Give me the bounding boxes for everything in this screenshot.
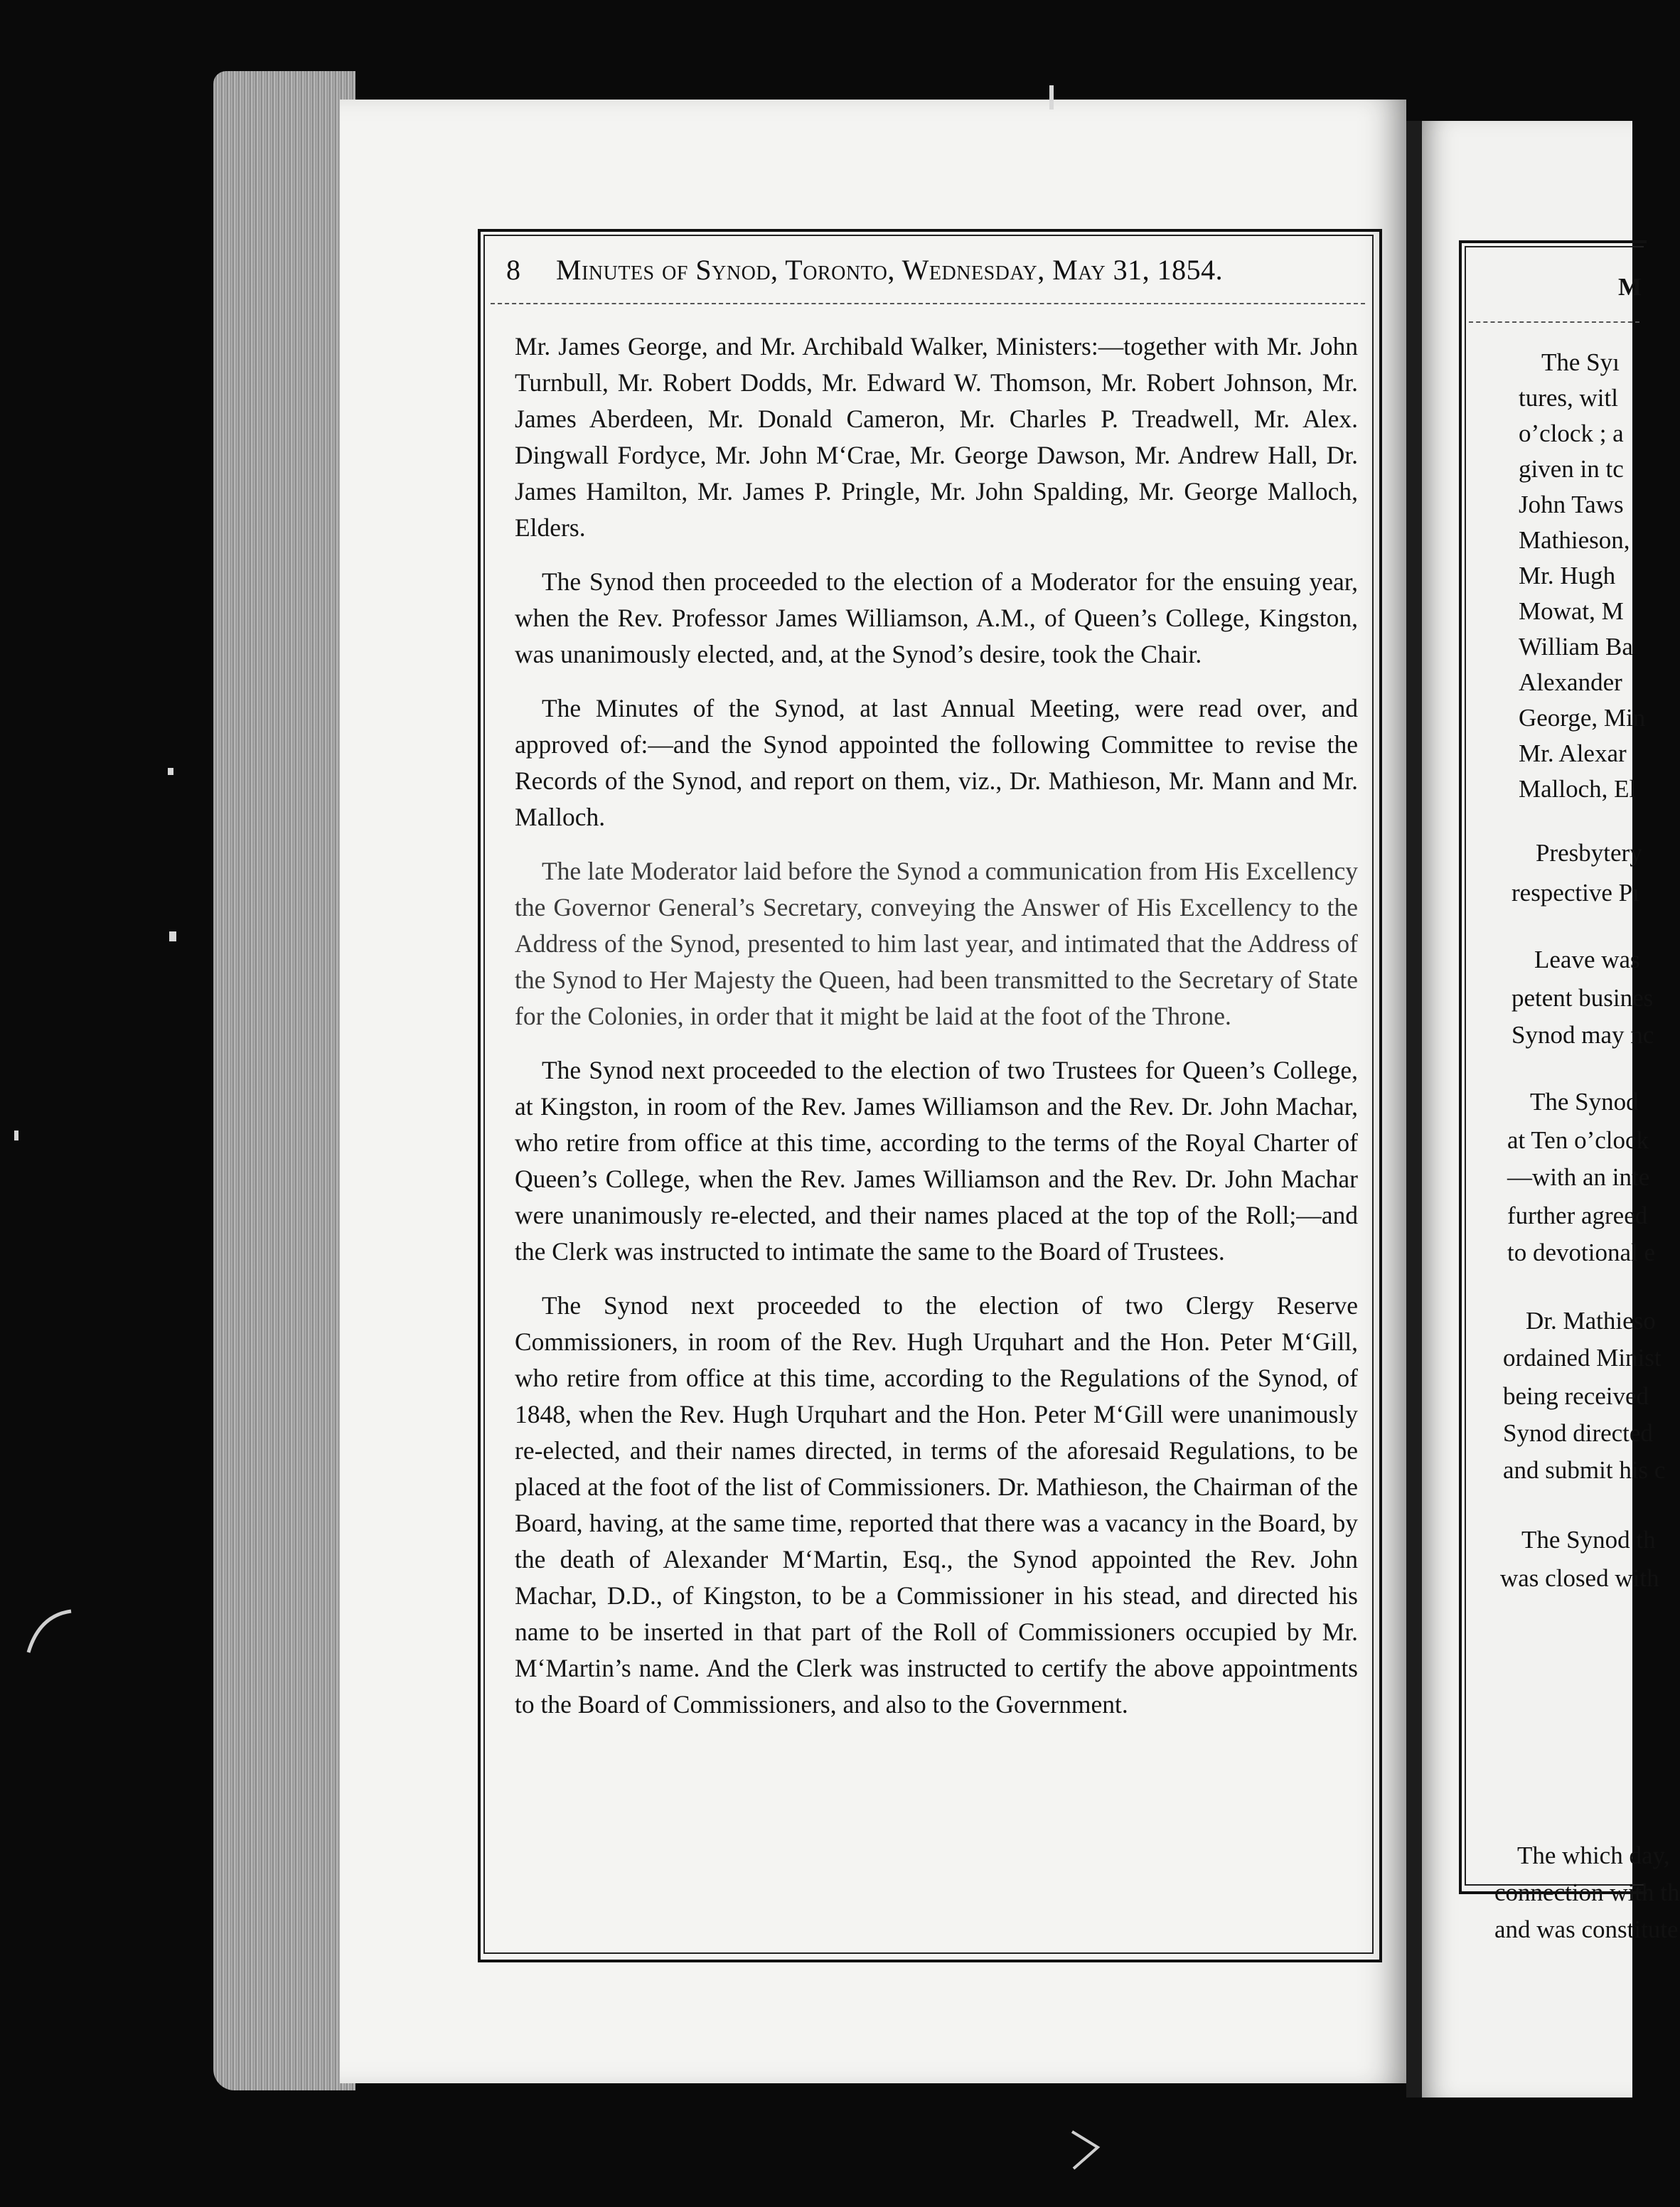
right-line: William Ba (1519, 633, 1633, 661)
page-body (515, 328, 1358, 1741)
right-running-head: M (1618, 273, 1642, 301)
right-line: respective Pı (1512, 879, 1639, 907)
right-line: being received (1503, 1382, 1649, 1410)
page-number: 8 (506, 254, 520, 286)
scan-scratch (1066, 2126, 1109, 2176)
right-line: o’clock ; a (1519, 420, 1624, 447)
paragraph-clergy-reserve-commissioners: The Synod next proceeded to the election of two Clergy Reserve Commissioners, in room of the Rev. Hugh Urquhart and the Hon. Peter M‘Gill, who retire from office at this time, according to the Regulations of the Synod, of 1848, when the Rev. Hugh Urquhart and the Hon. Peter M‘Gill were unanimously re-elected, and their names directed, in terms of the aforesaid Regulations, to be placed at the foot of the list of Commissioners. Dr. Mathieson, the Chairman of the Board, having, at the same time, reported that there was a vacancy in the Board, by the death of Alexander M‘Martin, Esq., the Synod appointed the Rev. John Machar, D.D., of Kingston, to be a Commissioner in his stead, and directed his name to be inserted in that part of the Roll of Commissioners occupied by Mr. M‘Martin’s name. And the Clerk was instructed to certify the above appointments to the Board of Commissioners, and also to the Government. (515, 1291, 1358, 1719)
scan-speck (14, 1131, 18, 1140)
right-line: and submit his c (1503, 1456, 1666, 1484)
right-line: given in tc (1519, 455, 1624, 483)
right-line: Dr. Mathieso (1526, 1307, 1656, 1335)
right-line: Presbytery (1536, 839, 1642, 867)
right-line: The Synod (1530, 1088, 1639, 1116)
right-line: Leave was (1534, 946, 1640, 973)
paragraph-moderator-election: The Synod then proceeded to the election of a Moderator for the ensuing year, when the Rev. Professor James Williamson, A.M., of Queen’s College, Kingston, was unanimously elected, and, at the Synod’s desire, took the Chair. (515, 567, 1358, 668)
right-line: The which day, (1517, 1842, 1670, 1869)
right-line: —with an inte (1507, 1163, 1650, 1191)
right-line: at Ten o’clock (1507, 1126, 1649, 1154)
right-line: Alexander (1519, 668, 1622, 696)
running-head (506, 253, 1359, 287)
paragraph-governor-communication: The late Moderator laid before the Synod a communication from His Excellency the Governor General’s Secretary, conveying the Answer of His Excellency to the Address of the Synod, presented to him last year, and intimated that the Address of the Synod to Her Majesty the Queen, had been transmitted to the Secretary of State for the Colonies, in order that it might be laid at the foot of the Throne. (515, 857, 1358, 1030)
right-line: Mowat, M (1519, 597, 1624, 625)
right-line: John Taws (1519, 491, 1624, 518)
right-line: Mathieson, (1519, 526, 1630, 554)
right-line: connection with th (1494, 1879, 1680, 1906)
right-line: Synod directed (1503, 1419, 1653, 1447)
right-line: George, Min (1519, 704, 1646, 732)
right-line: The Syı (1541, 348, 1620, 376)
right-line: petent busines (1512, 984, 1654, 1012)
right-line: Malloch, El (1519, 775, 1637, 803)
book-page-edges (213, 71, 355, 2090)
right-line: to devotional e (1507, 1239, 1656, 1266)
right-line: Mr. Alexar (1519, 739, 1627, 767)
scan-speck (168, 768, 173, 775)
right-page-text (1472, 0, 1680, 2207)
right-line: Synod may nc (1512, 1021, 1654, 1049)
paragraph-elders-list: Mr. James George, and Mr. Archibald Walker, Ministers:—together with Mr. John Turnbull, Mr. Robert Dodds, Mr. Edward W. Thomson, Mr. Robert Johnson, Mr. James Aberdeen, Mr. Donald Cameron, Mr. Charles P. Treadwell, Mr. Alex. Dingwall Fordyce, Mr. John M‘Crae, Mr. George Dawson, Mr. Andrew Hall, Dr. James Hamilton, Mr. James P. Pringle, Mr. John Spalding, Mr. George Malloch, Elders. (515, 332, 1358, 542)
scan-speck (169, 931, 176, 941)
right-line: was closed with (1500, 1564, 1659, 1592)
paragraph-trustees-election: The Synod next proceeded to the election of two Trustees for Queen’s College, at Kingston, in room of the Rev. James Williamson and the Rev. Dr. John Machar, who retire from office at this time, according to the terms of the Royal Charter of Queen’s College, when the Rev. James Williamson and the Rev. Dr. John Machar were unanimously re-elected, and their names placed at the top of the Roll;—and the Clerk was instructed to intimate the same to the Board of Trustees. (515, 1056, 1358, 1266)
book-gutter (1406, 121, 1423, 2098)
right-line: further agreed (1507, 1202, 1648, 1229)
right-line: and was constitute (1494, 1915, 1679, 1943)
right-line: The Synod th (1521, 1526, 1656, 1554)
scan-scratch (21, 1607, 78, 1664)
header-rule (491, 303, 1365, 309)
running-title: Minutes of Synod, Toronto, Wednesday, May 31, 1854. (556, 254, 1224, 286)
right-line: Mr. Hugh (1519, 562, 1616, 589)
right-line: ordained Minist (1503, 1344, 1662, 1372)
right-line: tures, witl (1519, 384, 1618, 412)
paragraph-minutes-approved: The Minutes of the Synod, at last Annual Meeting, were read over, and approved of:—and the Synod appointed the following Committee to revise the Records of the Synod, and report on them, viz., Dr. Mathieson, Mr. Mann and Mr. Malloch. (515, 694, 1358, 831)
scan-speck (1049, 85, 1054, 109)
